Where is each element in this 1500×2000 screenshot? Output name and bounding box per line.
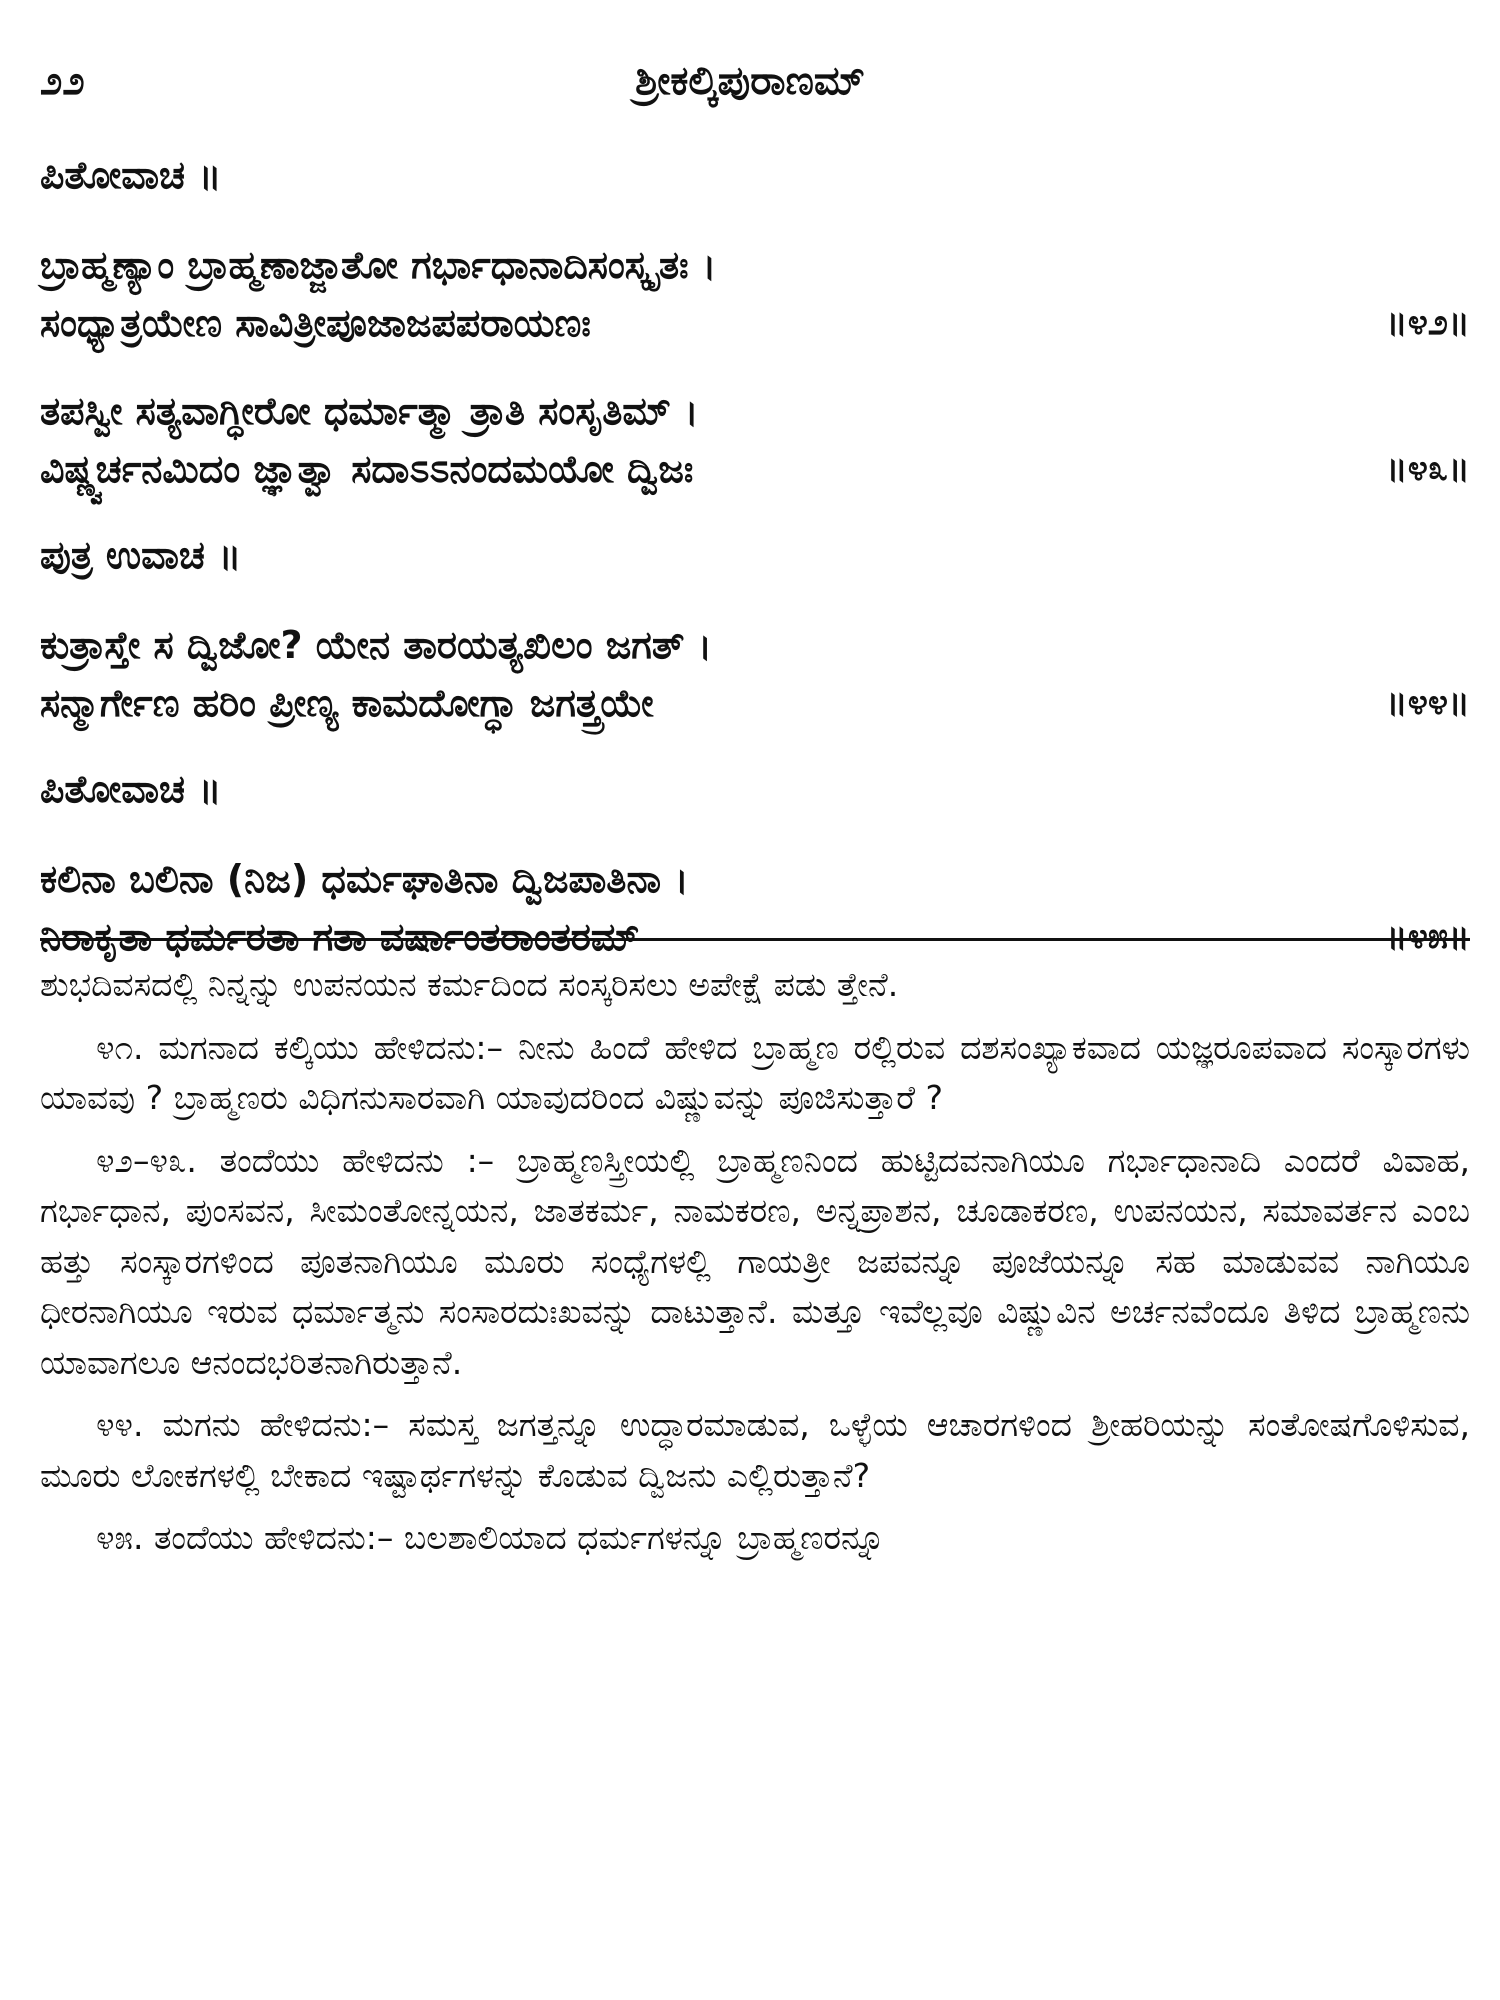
verse-line-text: ಸನ್ಮಾರ್ಗೇಣ ಹರಿಂ ಪ್ರೀಣ್ಯ ಕಾಮದೋಗ್ಧಾ ಜಗತ್ತ್ರಯೇ: [40, 681, 654, 725]
commentary-section: [40, 960, 1470, 1576]
verse-line-numbered: [40, 440, 1470, 498]
commentary-paragraph: ಶುಭದಿವಸದಲ್ಲಿ ನಿನ್ನನ್ನು ಉಪನಯನ ಕರ್ಮದಿಂದ ಸಂಸ್ಕರಿಸಲು ಅಪೇಕ್ಷೆ ಪಡು ತ್ತೇನೆ.: [40, 965, 899, 1004]
verse-number: ॥೪೪॥: [1385, 682, 1470, 723]
book-title: ಶ್ರೀಕಲ್ಕಿಪುರಾಣಮ್: [635, 58, 865, 104]
verse-couplet: [40, 236, 1470, 352]
verse-line-text: ನಿರಾಕೃತಾ ಧರ್ಮರತಾ ಗತಾ ವರ್ಷಾಂತರಾಂತರಮ್: [40, 915, 640, 959]
verse-couplet: [40, 382, 1470, 498]
verse-number: ॥೪೫॥: [1385, 916, 1470, 957]
speaker-label: ಪಿತೋವಾಚ ॥: [40, 767, 222, 811]
verse-number: ॥೪೨॥: [1385, 302, 1470, 343]
verse-couplet: [40, 850, 1470, 966]
commentary-paragraph: ೪೨–೪೩. ತಂದೆಯು ಹೇಳಿದನು :– ಬ್ರಾಹ್ಮಣಸ್ತ್ರೀಯಲ್ಲಿ ಬ್ರಾಹ್ಮಣನಿಂದ ಹುಟ್ಟಿದವನಾಗಿಯೂ ಗರ್ಭಾಧಾನಾದಿ ಎಂದರೆ ವಿವಾಹ, ಗರ್ಭಾಧಾನ, ಪುಂಸವನ, ಸೀಮಂತೋನ್ನಯನ, ಜಾತಕರ್ಮ, ನಾಮಕರಣ, ಅನ್ನಪ್ರಾಶನ, ಚೂಡಾಕರಣ, ಉಪನಯನ, ಸಮಾವರ್ತನ ಎಂಬ ಹತ್ತು ಸಂಸ್ಕಾರಗಳಿಂದ ಪೂತನಾಗಿಯೂ ಮೂರು ಸಂಧ್ಯೆಗಳಲ್ಲಿ ಗಾಯತ್ರೀ ಜಪವನ್ನೂ ಪೂಜೆಯನ್ನೂ ಸಹ ಮಾಡುವವ ನಾಗಿಯೂ ಧೀರನಾಗಿಯೂ ಇರುವ ಧರ್ಮಾತ್ಮನು ಸಂಸಾರದುಃಖವನ್ನು ದಾಟುತ್ತಾನೆ. ಮತ್ತೂ ಇವೆಲ್ಲವೂ ವಿಷ್ಣುವಿನ ಅರ್ಚನವೆಂದೂ ತಿಳಿದ ಬ್ರಾಹ್ಮಣನು ಯಾವಾಗಲೂ ಆನಂದಭರಿತನಾಗಿರುತ್ತಾನೆ.: [40, 1140, 1470, 1382]
verse-section: [40, 148, 1470, 996]
verse-number: ॥೪೩॥: [1385, 448, 1470, 489]
speaker-label: ಪಿತೋವಾಚ ॥: [40, 153, 222, 197]
verse-line: ಕುತ್ರಾಸ್ತೇ ಸ ದ್ವಿಜೋ? ಯೇನ ತಾರಯತ್ಯಖಿಲಂ ಜಗತ್ ।: [40, 623, 712, 667]
verse-line-numbered: [40, 294, 1470, 352]
verse-line-numbered: [40, 908, 1470, 966]
verse-line-numbered: [40, 674, 1470, 732]
speaker-label: ಪುತ್ರ ಉವಾಚ ॥: [40, 533, 242, 577]
commentary-paragraph: ೪೧. ಮಗನಾದ ಕಲ್ಕಿಯು ಹೇಳಿದನು:– ನೀನು ಹಿಂದೆ ಹೇಳಿದ ಬ್ರಾಹ್ಮಣ ರಲ್ಲಿರುವ ದಶಸಂಖ್ಯಾಕವಾದ ಯಜ್ಞರೂಪವಾದ ಸಂಸ್ಕಾರಗಳು ಯಾವವು ? ಬ್ರಾಹ್ಮಣರು ವಿಧಿಗನುಸಾರವಾಗಿ ಯಾವುದರಿಂದ ವಿಷ್ಣುವನ್ನು ಪೂಜಿಸುತ್ತಾರೆ ?: [40, 1027, 1470, 1117]
section-divider: [40, 938, 1470, 941]
page-number: ೨೨: [40, 58, 85, 104]
verse-line: ಕಲಿನಾ ಬಲಿನಾ (ನಿಜ) ಧರ್ಮಘಾತಿನಾ ದ್ವಿಜಪಾತಿನಾ ।: [40, 857, 689, 901]
page-header: [40, 58, 1460, 118]
commentary-paragraph: ೪೫. ತಂದೆಯು ಹೇಳಿದನು:– ಬಲಶಾಲಿಯಾದ ಧರ್ಮಗಳನ್ನೂ ಬ್ರಾಹ್ಮಣರನ್ನೂ: [96, 1518, 885, 1557]
verse-couplet: [40, 616, 1470, 732]
verse-line-text: ವಿಷ್ಣ್ವರ್ಚನಮಿದಂ ಜ್ಞಾತ್ವಾ ಸದಾಽಽನಂದಮಯೋ ದ್ವಿಜಃ: [40, 447, 694, 491]
verse-line: ಬ್ರಾಹ್ಮಣ್ಯಾಂ ಬ್ರಾಹ್ಮಣಾಜ್ಜಾತೋ ಗರ್ಭಾಧಾನಾದಿಸಂಸ್ಕೃತಃ ।: [40, 243, 717, 287]
verse-line: ತಪಸ್ವೀ ಸತ್ಯವಾಗ್ಧೀರೋ ಧರ್ಮಾತ್ಮಾ ತ್ರಾತಿ ಸಂಸೃತಿಮ್ ।: [40, 389, 699, 433]
verse-line-text: ಸಂಧ್ಯಾತ್ರಯೇಣ ಸಾವಿತ್ರೀಪೂಜಾಜಪಪರಾಯಣಃ: [40, 301, 591, 345]
commentary-paragraph: ೪೪. ಮಗನು ಹೇಳಿದನು:– ಸಮಸ್ತ ಜಗತ್ತನ್ನೂ ಉದ್ಧಾರಮಾಡುವ, ಒಳ್ಳೆಯ ಆಚಾರಗಳಿಂದ ಶ್ರೀಹರಿಯನ್ನು ಸಂತೋಷಗೊಳಿಸುವ, ಮೂರು ಲೋಕಗಳಲ್ಲಿ ಬೇಕಾದ ಇಷ್ಟಾರ್ಥಗಳನ್ನು ಕೊಡುವ ದ್ವಿಜನು ಎಲ್ಲಿರುತ್ತಾನೆ?: [40, 1405, 1470, 1495]
